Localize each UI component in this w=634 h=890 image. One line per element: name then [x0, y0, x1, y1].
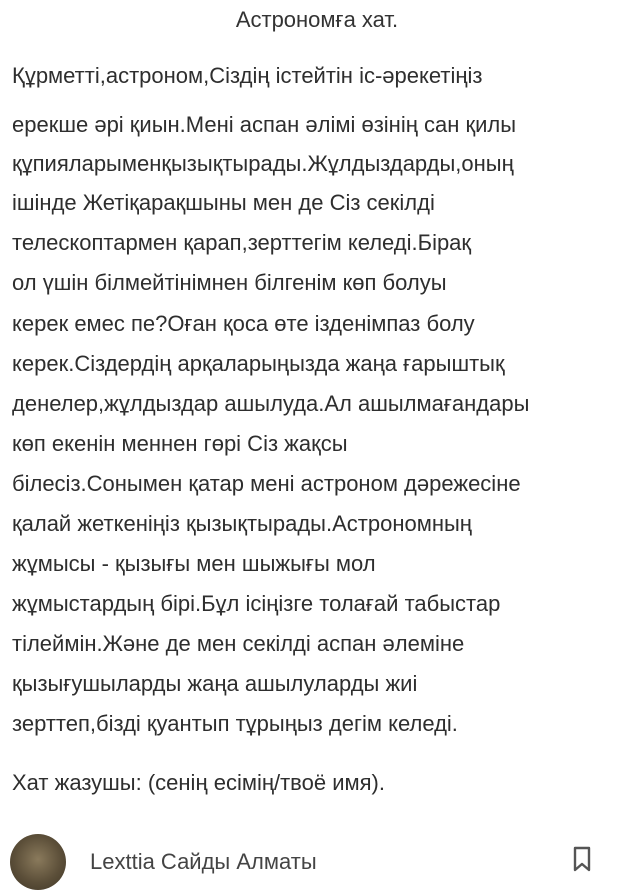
letter-line: ерекше әрі қиын.Мені аспан әлімі өзінің сан қилы	[12, 112, 517, 137]
answer-author-bar	[0, 826, 634, 874]
letter-line: қызығушыларды жаңа ашылуларды жиі	[12, 671, 418, 696]
letter-line: тілеймін.Және де мен секілді аспан әлеміне	[12, 631, 465, 656]
letter-line: керек емес пе?Оған қоса өте ізденімпаз болу	[12, 311, 475, 336]
letter-line: көп екенін меннен гөрі Сіз жақсы	[12, 431, 348, 456]
letter-line: ол үшін білмейтінімнен білгенім көп болуы	[12, 270, 447, 295]
letter-line: жұмыстардың бірі.Бұл ісіңізге толағай табыстар	[12, 591, 501, 616]
letter-line: құпияларыменқызықтырады.Жұлдыздарды,оның	[12, 151, 514, 176]
avatar[interactable]	[10, 834, 66, 890]
letter-title: Астрономға хат.	[235, 7, 399, 32]
letter-line: зерттеп,бізді қуантып тұрыңыз дегім келеді.	[12, 711, 458, 736]
letter-line: білесіз.Сонымен қатар мені астроном дәрежесіне	[12, 471, 521, 496]
letter-line: денелер,жұлдыздар ашылуда.Ал ашылмағандары	[12, 391, 530, 416]
author-name[interactable]: Lexttia Сайды Алматы	[90, 849, 317, 874]
letter-line: жұмысы - қызығы мен шыжығы мол	[12, 551, 376, 576]
letter-line: керек.Сіздердің арқаларыңызда жаңа ғарыштық	[12, 351, 505, 376]
bookmark-icon[interactable]	[572, 846, 592, 872]
letter-line: қалай жеткеніңіз қызықтырады.Астрономның	[12, 511, 472, 536]
letter-line: телескоптармен қарап,зерттегім келеді.Бірақ	[12, 230, 472, 255]
letter-line: ішінде Жетіқарақшыны мен де Сіз секілді	[12, 190, 435, 215]
letter-line: Құрметті,астроном,Сіздің істейтін іс-әрекетіңіз	[12, 63, 483, 88]
letter-signature: Хат жазушы: (сенің есімің/твоё имя).	[12, 770, 385, 795]
